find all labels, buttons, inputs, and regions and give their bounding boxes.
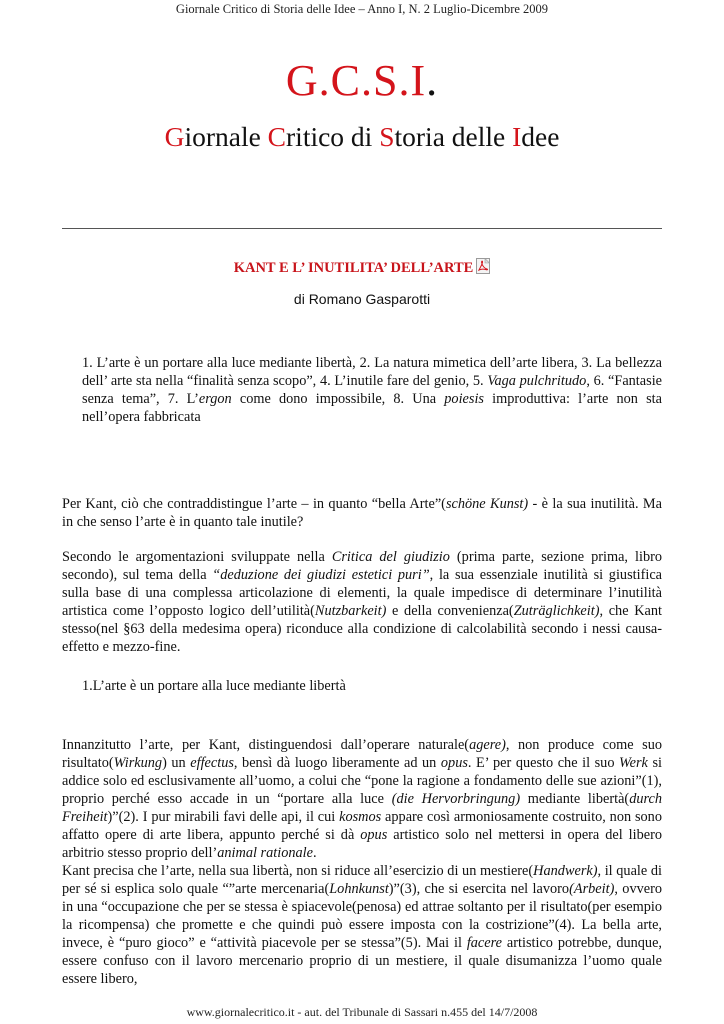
paragraph-intro: Per Kant, ciò che contraddistingue l’arte – in quanto “bella Arte”(schöne Kunst) - è la sua inutilità. Ma in che senso l’arte è in quanto tale inutile? xyxy=(62,496,662,530)
journal-name-part: ritico di xyxy=(286,121,380,152)
section-heading: 1.L’arte è un portare alla luce mediante libertà xyxy=(82,678,346,694)
paragraph-critica: Secondo le argomentazioni sviluppate nella Critica del giudizio (prima parte, sezione prima, libro secondo), sul tema della “deduzione dei giudizi estetici puri”, la sua essenziale inutilità si giustifica sulla base di una complessa articolazione di elementi, la quale impedisce di determinare l’inutilità artistica come l’opposto logico dell’utilità(Nutzbarkeit) e della convenienza(Zuträglichkeit), che Kant stesso(nel §63 della medesima opera) riconduce alla condizione di calcolabilità secondo i nessi causa-effetto e mezzo-fine. xyxy=(62,549,663,655)
pdf-file-icon[interactable] xyxy=(476,258,490,274)
journal-initial-c: C xyxy=(267,121,287,152)
running-header: Giornale Critico di Storia delle Idee – Anno I, N. 2 Luglio-Dicembre 2009 xyxy=(175,2,549,16)
acronym-letter-i: I xyxy=(410,56,427,105)
article-index: 1. L’arte è un portare alla luce mediante libertà, 2. La natura mimetica dell’arte libera, 3. La bellezza dell’ arte sta nella “finalità senza scopo”, 4. L’inutile fare del genio, 5. Vaga pulchritudo, 6. “Fantasie senza tema”, 7. L’ergon come dono impossibile, 8. Una poiesis improduttiva: l’arte non sta nell’opera fabbricata xyxy=(82,355,663,425)
journal-name-part: toria delle xyxy=(394,121,513,152)
journal-name xyxy=(0,120,724,154)
journal-initial-s: S xyxy=(379,121,395,152)
masthead-acronym xyxy=(0,56,724,106)
acronym-letter-c: C xyxy=(330,56,361,105)
paragraph-innanzitutto: Innanzitutto l’arte, per Kant, distinguendosi dall’operare naturale(agere), non produce come suo risultato(Wirkung) un effectus, bensì dà luogo liberamente ad un opus. E’ per questo che il suo Werk si addice solo ed esclusivamente all’uomo, a colui che “pone la ragione a fondamento delle sue azioni”(1), proprio perché esso accade in un “portare alla luce (die Hervorbringung) mediante libertà(durch Freiheit)”(2). I pur mirabili favi delle api, il cui kosmos appare così armoniosamente costruito, non sono affatto opere di arte libera, appunto perché si dà opus artistico solo nel mettersi in opera del libero arbitrio stesso proprio dell’animal rationale. xyxy=(62,737,663,861)
acronym-letter-s: S xyxy=(373,56,399,105)
acronym-dot: . xyxy=(426,56,439,105)
acronym-dot: . xyxy=(318,56,331,105)
acronym-letter-g: G xyxy=(285,56,319,105)
article-title-text: KANT E L’ INUTILITA’ DELL’ARTE xyxy=(233,260,474,276)
page-footer: www.giornalecritico.it - aut. del Tribunale di Sassari n.455 del 14/7/2008 xyxy=(186,1005,538,1019)
acronym-dot: . xyxy=(361,56,373,105)
header-divider xyxy=(62,228,662,229)
journal-initial-i: I xyxy=(512,121,522,152)
article-title xyxy=(0,258,724,278)
acronym-dot: . xyxy=(398,56,411,105)
article-author: di Romano Gasparotti xyxy=(293,291,431,307)
journal-name-part: iornale xyxy=(184,121,268,152)
journal-initial-g: G xyxy=(164,121,185,152)
journal-name-part: dee xyxy=(521,121,560,152)
paragraph-mestiere: Kant precisa che l’arte, nella sua libertà, non si riduce all’esercizio di un mestiere(Handwerk), il quale di per sé si esplica solo quale “”arte mercenaria(Lohnkunst)”(3), che si esercita nel lavoro(Arbeit), ovvero in una “occupazione che per se stessa è spiacevole(penosa) ed attrae soltanto per il risultato(per esempio la ricompensa) che promette e che quindi può essere imposta con la costrizione”(4). La bella arte, invece, è “puro gioco” e “attività piacevole per se stessa”(5). Mai il facere artistico potrebbe, dunque, essere confuso con il lavoro mercenario proprio di un mestiere, il quale disumanizza l’uomo quale essere libero, xyxy=(62,863,662,987)
